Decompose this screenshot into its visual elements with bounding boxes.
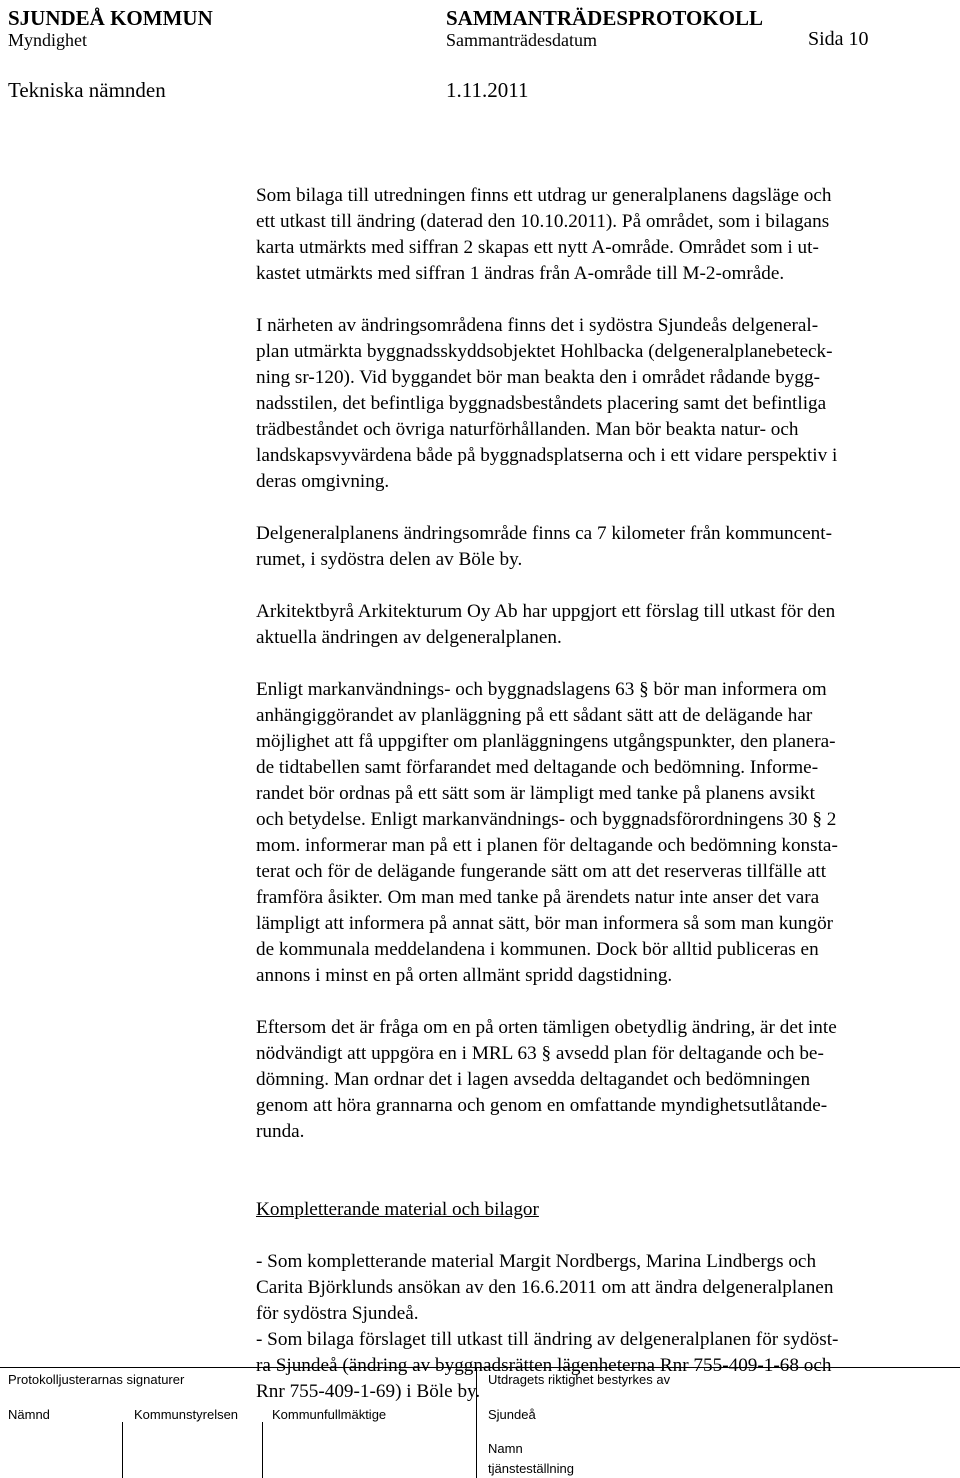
signature-column-executive: Kommunstyrelsen <box>134 1407 239 1422</box>
footer-divider <box>0 1367 960 1368</box>
paragraph-3: Delgeneralplanens ändringsområde finns ca 7 kilometer från kommuncent- rumet, i sydöstra delen av Böle by. <box>256 523 832 570</box>
attachments-heading: Kompletterande material och bilagor <box>256 1199 539 1220</box>
document-body <box>256 183 946 1431</box>
footer-column-divider <box>476 1367 477 1478</box>
paragraph-6: Eftersom det är fråga om en på orten tämligen obetydlig ändring, är det inte nödvändigt att uppgöra en i MRL 63 § avsedd plan för deltagande och be- dömning. Man ordnar det i lagen avsedda deltagandet och bedömningen genom att höra grannarna och genom en omfattande myndighetsutlåtande- runda. <box>256 1017 837 1142</box>
certifier-name-label: Namn <box>488 1441 523 1456</box>
signatures-label: Protokolljusterarnas signaturer <box>8 1372 185 1387</box>
signature-column-council: Kommunfullmäktige <box>272 1407 387 1422</box>
authority-label: Myndighet <box>8 30 87 50</box>
meeting-date-label: Sammanträdesdatum <box>446 30 597 50</box>
paragraph-1: Som bilaga till utredningen finns ett utdrag ur generalplanens dagsläge och ett utkast till ändring (daterad den 10.10.2011). På området, som i bilagans karta utmärkts med siffran 2 skapas ett nytt A-område. Området som i ut- kastet utmärkts med siffran 1 ändras från A-område till M-2-område. <box>256 185 832 284</box>
municipality-name: SJUNDEÅ KOMMUN <box>8 6 213 30</box>
authority-name: Tekniska nämnden <box>8 78 166 102</box>
certifier-position-label: tjänsteställning <box>488 1461 574 1476</box>
paragraph-5: Enligt markanvändnings- och byggnadslagens 63 § bör man informera om anhängiggörandet av planläggning på ett sådant sätt att de delägande har möjlighet att få uppgifter om planläggningens utgångspunkter, den planera- de tidtabellen samt förfarandet med deltagande och bedömning. Informe- randet bör ordnas på ett sätt som är lämpligt med tanke på planens avsikt och betydelse. Enligt markanvändnings- och byggnadsförordningens 30 § 2 mom. informerar man på ett i planen för deltagande och bedömning konsta- terat och för de delägande fungerande sätt om att det reserveras tillfälle att framföra åsikter. Om man med tanke på ärendets natur inte anser det vara lämpligt att informera på annat sätt, bör man informera så som man kungör de kommunala meddelandena i kommunen. Dock bör alltid publiceras en annons i minst en på orten allmänt spridd dagstidning. <box>256 679 838 986</box>
meeting-date: 1.11.2011 <box>446 78 529 102</box>
signature-line-2 <box>262 1422 263 1478</box>
attachments-section <box>256 1171 946 1431</box>
signature-line-1 <box>122 1422 123 1478</box>
attachments-text: - Som kompletterande material Margit Nordbergs, Marina Lindbergs och Carita Björklunds ansökan av den 16.6.2011 om att ändra delgeneralplanen för sydöstra Sjundeå. - Som bilaga förslaget till utkast till ändring av delgeneralplanen för sydöst- ra Sjundeå (ändring av byggnadsrätten lägenheterna Rnr 755-409-1-68 och Rnr 755-409-1-69) i Böle by. <box>256 1251 839 1402</box>
certification-place: Sjundeå <box>488 1407 536 1422</box>
paragraph-2: I närheten av ändringsområdena finns det i sydöstra Sjundeås delgeneral- plan utmärkta byggnadsskyddsobjektet Hohlbacka (delgeneralplanebeteck- ning sr-120). Vid byggandet bör man beakta den i området rådande bygg- nadsstilen, det befintliga byggnadsbeståndets placering samt det befintliga trädbeståndet och övriga naturförhållanden. Man bör beakta natur- och landskapsvyvärdena både på byggnadsplatserna och i ett vidare perspektiv i deras omgivning. <box>256 315 838 492</box>
page-number: Sida 10 <box>808 28 869 50</box>
paragraph-4: Arkitektbyrå Arkitekturum Oy Ab har uppgjort ett förslag till utkast för den aktuella ändringen av delgeneralplanen. <box>256 601 836 648</box>
document-title: SAMMANTRÄDESPROTOKOLL <box>446 6 763 30</box>
signature-column-board: Nämnd <box>8 1407 50 1422</box>
certification-label: Utdragets riktighet bestyrkes av <box>488 1372 671 1387</box>
